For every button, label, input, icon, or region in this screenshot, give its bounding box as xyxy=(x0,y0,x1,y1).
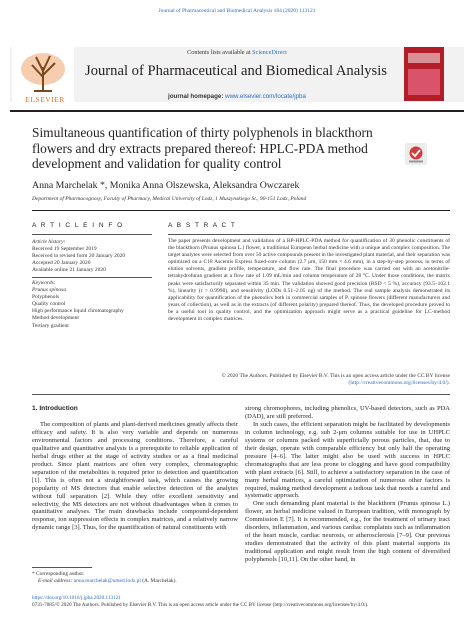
keyword-item: Method development xyxy=(32,315,79,322)
title-rule xyxy=(32,210,450,211)
keywords xyxy=(32,280,157,330)
paragraph: The composition of plants and plant-derived medicines greatly affects their efficacy and safety. It is also very variable and depends on numerous environmental factors and processing conditions. Therefore, a careful qualitative and quantitative analysis is a prerequisite to reliable application of herbal drugs either at the stage of activity studies or as a final medicinal product. Since plant matrices are often very complex, chromatographic separation of the metabolites is required prior to detection and quantification [1]. This is often not a straightforward task, which causes the growing popularity of MS detectors that enable selective detection of the analytes without full separation [2]. While they offer excellent sensitivity and selectivity, the MS detectors are not without disadvantages when it comes to quantitative analyses. The main drawbacks include compound-dependent response, ion suppression effects in complex matrices, and a relatively narrow dynamic range [3]. Thus, for the quantification of natural constituents with xyxy=(32,421,238,532)
keyword-item: Prunus spinosa xyxy=(32,287,67,294)
history-item: Accepted 20 January 2020 xyxy=(32,260,91,267)
license-link[interactable]: (http://creativecommons.org/licenses/by/4.0/). xyxy=(348,380,450,387)
author-list: Anna Marchelak *, Monika Anna Olszewska, Aleksandra Owczarek xyxy=(32,180,300,191)
article-history xyxy=(32,239,157,274)
section-heading-introduction: 1. Introduction xyxy=(32,405,78,412)
keyword-item: Quality control xyxy=(32,301,66,308)
doi-block xyxy=(32,595,452,610)
keyword-item: Polyphenols xyxy=(32,294,60,301)
abstract-heading: A B S T R A C T xyxy=(168,222,237,229)
paragraph: strong chromophores, including phenolics, UV-based detectors, such as PDA (DAD), are still preferred. xyxy=(245,405,450,420)
keywords-rule xyxy=(32,277,152,278)
keyword-item: High performance liquid chromatography xyxy=(32,308,124,315)
abstract-text: The paper presents development and validation of a RP-HPLC-PDA method for quantification of 30 phenolic constituents of the blackthorn (Prunus spinosa L.) flower, a traditional European herbal medicine with a unique and complex composition. The target analytes were selected from over 50 active compounds present in the investigated plant material, and their separation was optimized on a C18 Ascentis Express fused-core column (2.7 μm, 150 mm × 4.6 mm), in a step-by-step process, in terms of elution solvents, gradient profile, temperature, and flow rate. The final procedure was carried out with an acetonitrile-tetrahydrofuran gradient at a flow rate of 1.09 mL/min and column temperature of 28 °C. Under those conditions, the matrix peaks were satisfactorily separated within 35 min. The validation showed good precision (RSD < 5 %), accuracy (93.5–102.1 %), linearity (r > 0.9998), and sensitivity (LODs 0.51–2.05 ng) of the method. The real sample analysis demonstrated its applicability for quantification of the phenolics both in commercial samples of P. spinose flowers (different manufacturers and years of collection), as well as in the extracts (of different polarity) prepared thereof. Thus, the developed procedure proved to be a useful tool in quality control, and the optimization approach might serve as a practical guideline for LC-method development in complex matrices. xyxy=(168,238,450,323)
history-label: Article history: xyxy=(32,239,66,245)
homepage-link[interactable]: www.elsevier.com/locate/jpba xyxy=(225,93,306,100)
history-item: Available online 21 January 2020 xyxy=(32,267,106,274)
contents-prefix: Contents lists available at xyxy=(187,49,253,56)
paragraph: In such cases, the efficient separation might be facilitated by developments in column technology, e.g. sub 2-μm columns suitable for use in UHPLC systems or columns packed with superficially porous particles, that, due to their design, operate with comparable efficiency but only half the operating pressure [4–6]. The latter might also be used with success in HPLC chromatographs that are less prone to clogging and have good compatibility with plant extracts [6]. Still, to achieve a satisfactory separation in the case of many herbal matrices, a careful optimization of numerous other factors is required, making method development a tedious task that needs a careful and systematic approach. xyxy=(245,420,450,500)
history-item: Received in revised form 20 January 2020 xyxy=(32,253,126,260)
journal-title: Journal of Pharmaceutical and Biomedical Analysis xyxy=(85,63,387,79)
keywords-label: Keywords: xyxy=(32,280,56,286)
email-suffix: (A. Marchelak). xyxy=(140,578,177,585)
article-info-heading: A R T I C L E I N F O xyxy=(32,222,124,229)
abstract-bottom-rule xyxy=(32,394,450,395)
sciencedirect-link[interactable]: ScienceDirect xyxy=(252,49,287,56)
paragraph: One such demanding plant material is the blackthorn (Prunus spinosa L.) flower, an herbal medicine valued in European tradition, with monograph by Commission E [7]. It is recommended, e.g., for the treatment of urinary tract disorders, inflammation, and various cardiac complaints such as inflammation of the heart muscle, cardiac neurosis, or atherosclerosis [7–9]. Our previous studies demonstrated that the activity of this plant material supports its traditional application and might result from the high content of diversified polyphenols [10,11]. On the other hand, in xyxy=(245,500,450,564)
contents-line xyxy=(0,49,474,56)
journal-cover-thumbnail xyxy=(404,47,444,101)
copyright-notice xyxy=(168,373,450,387)
homepage-prefix: journal homepage: xyxy=(168,93,226,100)
issn-line: 0731-7085/© 2020 The Authors. Published by Elsevier B.V. This is an open access article under the CC BY license (http://creativecommons.org/licenses/by/4.0/). xyxy=(32,602,369,609)
copyright-text: © 2020 The Authors. Published by Elsevier B.V. This is an open access article under the CC BY license xyxy=(221,373,450,379)
footnote-rule xyxy=(32,567,92,568)
corresponding-author-note: * Corresponding author. xyxy=(32,571,85,577)
affiliation: Department of Pharmacognosy, Faculty of Pharmacy, Medical University of Lodz, 1 Muszynskiego St., 90-151 Lodz, Poland xyxy=(32,196,307,202)
body-column-right xyxy=(245,405,450,564)
running-header[interactable]: Journal of Pharmaceutical and Biomedical Analysis 184 (2020) 113121 xyxy=(158,8,316,14)
crossmark-icon[interactable] xyxy=(405,143,427,165)
keyword-item: Tertiary gradient xyxy=(32,322,69,329)
email-link[interactable]: anna.marchelak@umed.lodz.pl xyxy=(73,578,141,585)
article-title: Simultaneous quantification of thirty polyphenols in blackthorn flowers and dry extracts prepared thereof: HPLC-PDA method development and validation for quality control xyxy=(32,125,373,171)
journal-homepage-line xyxy=(0,93,474,100)
abstract-rule xyxy=(168,234,450,235)
article-info-rule xyxy=(32,234,152,235)
footnote xyxy=(32,571,332,586)
publisher-name: ELSEVIER xyxy=(25,95,65,104)
body-column-left xyxy=(32,421,238,532)
email-label: E-mail address: xyxy=(38,578,74,585)
history-item: Received 19 September 2019 xyxy=(32,246,97,253)
doi-link[interactable]: https://doi.org/10.1016/j.jpba.2020.113121 xyxy=(32,595,121,601)
header-rule xyxy=(10,110,464,112)
